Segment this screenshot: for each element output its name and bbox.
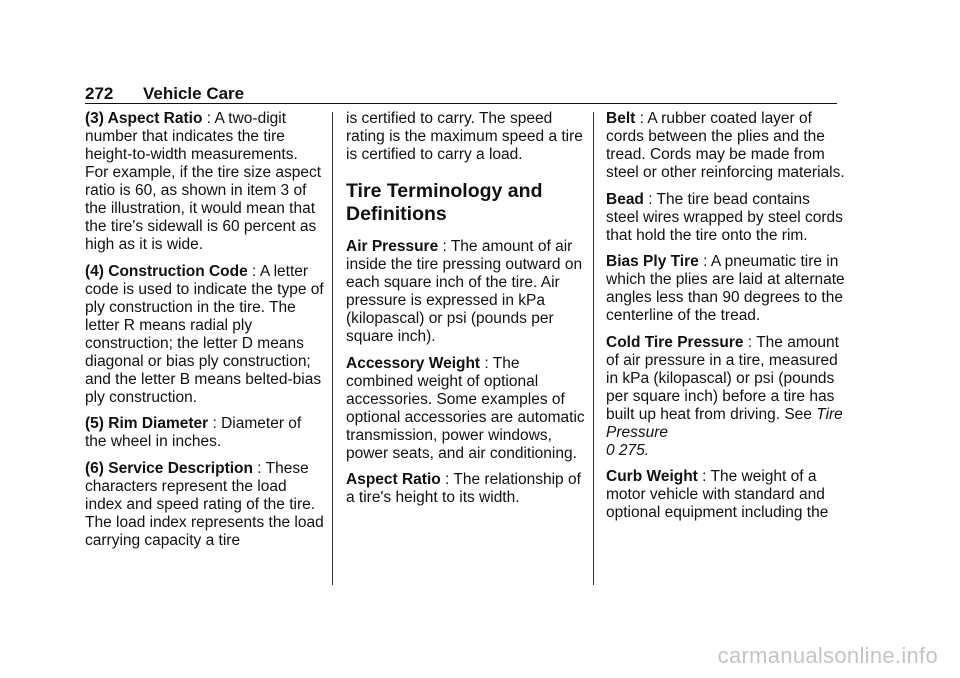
column-divider [593, 112, 594, 585]
entry-aspect-ratio-code: (3) Aspect Ratio : A two-digit number that indicates the tire height-to-width measurements. For example, if the tire size aspect ratio is 60, as shown in item 3 of the illustration, it would mean that the tire's sidewall is 60 percent as high as it is wide. [85, 110, 322, 253]
entry-text: A rubber coated layer of cords between the plies and the tread. Cords may be made from steel or other reinforcing materials. [606, 110, 845, 181]
entry-text: The amount of air pressure in a tire, measured in kPa (kilopascal) or psi (pounds per square inch) before a tire has built up heat from driving. See [606, 333, 839, 423]
entry-term: (6) Service Description [85, 459, 253, 477]
entry-text: Diameter of the wheel in inches. [85, 415, 302, 450]
section-title: Vehicle Care [143, 84, 245, 103]
entry-belt: Belt : A rubber coated layer of cords between the plies and the tread. Cords may be made from steel or other reinforcing materials. [606, 110, 845, 181]
entry-term: (4) Construction Code [85, 262, 248, 280]
entry-bead: Bead : The tire bead contains steel wires wrapped by steel cords that hold the tire onto the rim. [606, 190, 843, 244]
entry-term: Aspect Ratio [346, 471, 441, 488]
cross-reference-link[interactable]: Tire Pressure [606, 405, 843, 441]
column-2 [346, 110, 586, 516]
entry-term: Curb Weight [606, 468, 698, 485]
entry-term: Cold Tire Pressure [606, 333, 744, 351]
entry-term: Bead [606, 190, 644, 208]
entry-accessory-weight: Accessory Weight : The combined weight of optional accessories. Some examples of optional accessories are automatic transmission, power windows, power seats, and air conditioning. [346, 354, 585, 462]
watermark: carmanualsonline.info [717, 643, 938, 668]
entry-text: A letter code is used to indicate the type of ply construction in the tire. The letter R means radial ply construction; the letter D means diagonal or bias ply construction; and the letter B means belted-bias ply construction. [85, 262, 324, 406]
section-heading: Tire Terminology and Definitions [346, 180, 543, 225]
entry-bias-ply-tire: Bias Ply Tire : A pneumatic tire in which the plies are laid at alternate angles less than 90 degrees to the centerline of the tread. [606, 253, 845, 324]
continuation-text: is certified to carry. The speed rating is the maximum speed a tire is certified to carry a load. [346, 110, 583, 163]
column-1 [85, 110, 325, 558]
entry-text: The combined weight of optional accessories. Some examples of optional accessories are automatic transmission, power windows, power seats, and air conditioning. [346, 354, 585, 462]
entry-air-pressure: Air Pressure : The amount of air inside the tire pressing outward on each square inch of the tire. Air pressure is expressed in kPa (kilopascal) or psi (pounds per square inch). [346, 238, 583, 345]
entry-text: The amount of air inside the tire pressing outward on each square inch of the tire. Air pressure is expressed in kPa (kilopascal) or psi (pounds per square inch). [346, 238, 583, 345]
entry-construction-code: (4) Construction Code : A letter code is used to indicate the type of ply construction in the tire. The letter R means radial ply construction; the letter D means diagonal or bias ply construction; and the letter B means belted-bias ply construction. [85, 262, 324, 406]
entry-text: The tire bead contains steel wires wrapped by steel cords that hold the tire onto the rim. [606, 190, 843, 244]
header-rule [85, 103, 837, 104]
entry-rim-diameter: (5) Rim Diameter : Diameter of the wheel in inches. [85, 415, 302, 450]
cross-reference-page[interactable]: 0 275. [606, 441, 650, 459]
entry-text: The relationship of a tire's height to its width. [346, 471, 581, 506]
entry-cold-tire-pressure: Cold Tire Pressure : The amount of air pressure in a tire, measured in kPa (kilopascal) or psi (pounds per square inch) before a tire has built up heat from driving. See Tire Pressure 0 275. [606, 333, 843, 459]
entry-term: Bias Ply Tire [606, 253, 699, 270]
entry-text: A two-digit number that indicates the tire height-to-width measurements. For example, if the tire size aspect ratio is 60, as shown in item 3 of the illustration, it would mean that the tire's sidewall is 60 percent as high as it is wide. [85, 110, 322, 253]
column-3 [606, 110, 846, 531]
entry-text: A pneumatic tire in which the plies are laid at alternate angles less than 90 degrees to the centerline of the tread. [606, 253, 845, 324]
page-number: 272 [85, 84, 114, 103]
entry-term: Belt [606, 110, 636, 127]
entry-term: (5) Rim Diameter [85, 415, 209, 432]
page-header [85, 84, 244, 104]
entry-service-description: (6) Service Description : These characters represent the load index and speed rating of the tire. The load index represents the load carrying capacity a tire [85, 459, 324, 549]
column-divider [332, 112, 333, 585]
entry-aspect-ratio: Aspect Ratio : The relationship of a tire's height to its width. [346, 471, 581, 506]
entry-term: Accessory Weight [346, 354, 481, 372]
entry-curb-weight: Curb Weight : The weight of a motor vehicle with standard and optional equipment including the [606, 468, 829, 521]
entry-term: Air Pressure [346, 238, 439, 255]
entry-text: These characters represent the load index and speed rating of the tire. The load index represents the load carrying capacity a tire [85, 459, 324, 549]
entry-term: (3) Aspect Ratio [85, 110, 203, 127]
entry-text: The weight of a motor vehicle with standard and optional equipment including the [606, 468, 829, 521]
